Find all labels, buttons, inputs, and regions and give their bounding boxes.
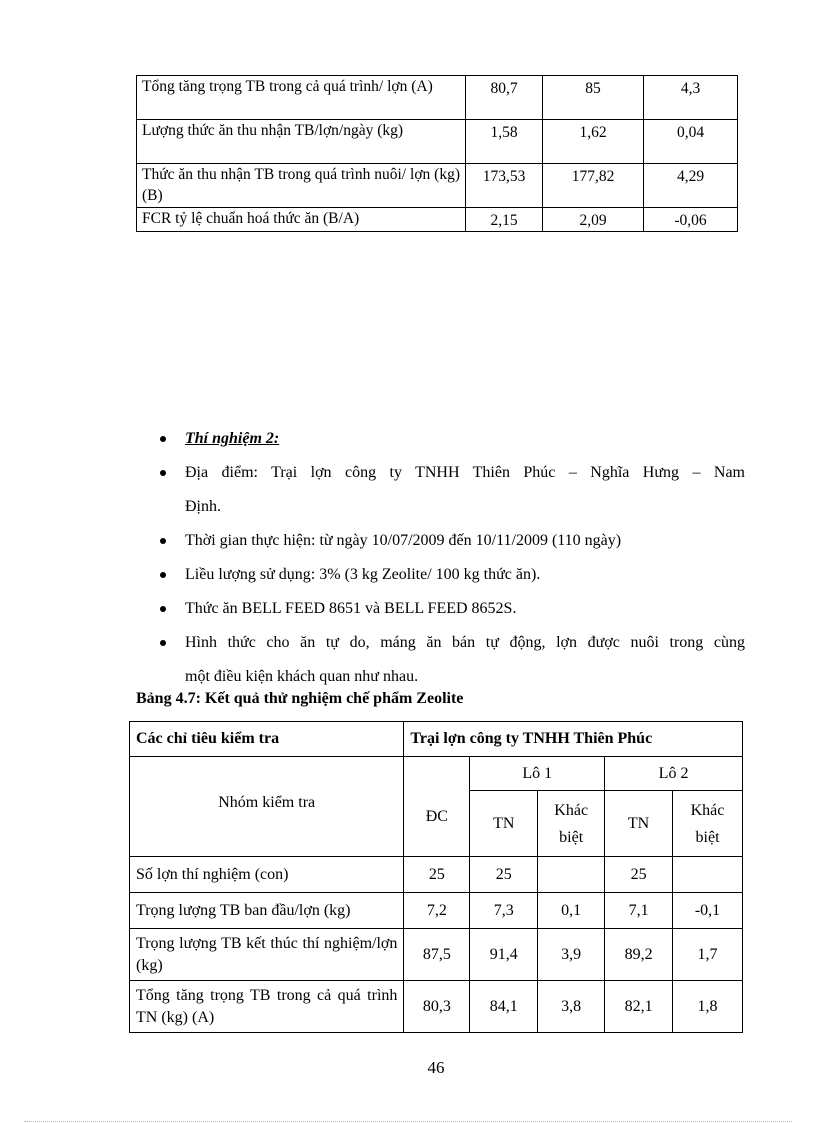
- cell-value: 7,3: [470, 893, 538, 929]
- list-item-text: Thức ăn BELL FEED 8651 và BELL FEED 8652S.: [185, 600, 517, 617]
- experiment-details-list: [160, 422, 745, 694]
- row-label: FCR tỷ lệ chuẩn hoá thức ăn (B/A): [137, 208, 466, 232]
- row-label: Tổng tăng trọng TB trong cả quá trình TN (kg) (A): [130, 981, 404, 1033]
- bullet-icon: [160, 538, 166, 544]
- cell-value: 80,7: [466, 76, 543, 120]
- list-item: [160, 524, 745, 558]
- cell-value: 85: [543, 76, 644, 120]
- cell-value: -0,1: [673, 893, 743, 929]
- table-row: [137, 120, 738, 164]
- list-item-text: một điều kiện khách quan như nhau.: [185, 668, 419, 685]
- cell-value: 0,1: [538, 893, 605, 929]
- results-table-continued: [136, 75, 738, 232]
- cell-value: 1,58: [466, 120, 543, 164]
- header-difference: [538, 791, 605, 857]
- cell-value: 1,62: [543, 120, 644, 164]
- cell-value: 3,9: [538, 929, 605, 981]
- list-item-text: Định.: [185, 498, 221, 515]
- row-label: Lượng thức ăn thu nhận TB/lợn/ngày (kg): [137, 120, 466, 164]
- header-difference: [673, 791, 743, 857]
- header-lot-1: Lô 1: [470, 757, 605, 791]
- table-row: [130, 929, 743, 981]
- cell-value: 25: [404, 857, 470, 893]
- page-number: 46: [427, 1058, 445, 1077]
- row-label: Trọng lượng TB kết thúc thí nghiệm/lợn (kg): [130, 929, 404, 981]
- row-label: Thức ăn thu nhận TB trong quá trình nuôi/ lợn (kg) (B): [137, 164, 466, 208]
- table-row: [137, 76, 738, 120]
- list-item-text: Liều lượng sử dụng: 3% (3 kg Zeolite/ 100 kg thức ăn).: [185, 566, 541, 583]
- header-lot-2: Lô 2: [605, 757, 743, 791]
- header-tn: TN: [605, 791, 673, 857]
- table-row: [130, 981, 743, 1033]
- list-item: [160, 422, 745, 456]
- bullet-icon: [160, 470, 166, 476]
- list-item-text: Hình thức cho ăn tự do, máng ăn bán tự động, lợn được nuôi trong cùng: [185, 634, 745, 651]
- header-criteria: Các chỉ tiêu kiểm tra: [130, 722, 404, 757]
- list-item-text: Thời gian thực hiện: từ ngày 10/07/2009 đến 10/11/2009 (110 ngày): [185, 532, 622, 549]
- row-label: Tổng tăng trọng TB trong cả quá trình/ lợn (A): [137, 76, 466, 120]
- row-label: Trọng lượng TB ban đầu/lợn (kg): [130, 893, 404, 929]
- list-item-text: Địa điểm: Trại lợn công ty TNHH Thiên Phúc – Nghĩa Hưng – Nam: [185, 464, 745, 481]
- cell-value: 173,53: [466, 164, 543, 208]
- list-item: [160, 558, 745, 592]
- bullet-icon: [160, 436, 166, 442]
- bullet-icon: [160, 640, 166, 646]
- list-item: [160, 456, 745, 524]
- header-farm: Trại lợn công ty TNHH Thiên Phúc: [404, 722, 743, 757]
- header-difference-line: biệt: [695, 828, 720, 846]
- row-label: Số lợn thí nghiệm (con): [130, 857, 404, 893]
- cell-value: -0,06: [644, 208, 738, 232]
- cell-value: 2,15: [466, 208, 543, 232]
- header-difference-line: Khác: [690, 801, 725, 819]
- list-item: [160, 626, 745, 694]
- cell-value: 89,2: [605, 929, 673, 981]
- table-row: [130, 893, 743, 929]
- cell-value: 2,09: [543, 208, 644, 232]
- table-header-row: [130, 722, 743, 757]
- cell-value: [673, 857, 743, 893]
- cell-value: 7,1: [605, 893, 673, 929]
- list-item: [160, 592, 745, 626]
- cell-value: 91,4: [470, 929, 538, 981]
- table-row: [130, 857, 743, 893]
- page-bottom-divider: [24, 1121, 792, 1122]
- bullet-icon: [160, 606, 166, 612]
- cell-value: 4,3: [644, 76, 738, 120]
- table-header-row: [130, 757, 743, 791]
- cell-value: 1,7: [673, 929, 743, 981]
- table-caption: Bảng 4.7: Kết quả thử nghiệm chế phẩm Zeolite: [136, 690, 464, 707]
- bullet-icon: [160, 572, 166, 578]
- cell-value: 0,04: [644, 120, 738, 164]
- cell-value: 1,8: [673, 981, 743, 1033]
- cell-value: 3,8: [538, 981, 605, 1033]
- header-dc: ĐC: [404, 757, 470, 857]
- header-difference-line: Khác: [554, 801, 589, 819]
- cell-value: 4,29: [644, 164, 738, 208]
- table-row: [137, 164, 738, 208]
- header-difference-line: biệt: [559, 828, 584, 846]
- header-group: Nhóm kiểm tra: [130, 757, 404, 857]
- experiment-title: Thí nghiệm 2:: [185, 430, 280, 447]
- cell-value: 87,5: [404, 929, 470, 981]
- cell-value: 82,1: [605, 981, 673, 1033]
- cell-value: 80,3: [404, 981, 470, 1033]
- table-row: [137, 208, 738, 232]
- cell-value: 25: [470, 857, 538, 893]
- zeolite-results-table: [129, 721, 743, 1033]
- cell-value: 84,1: [470, 981, 538, 1033]
- header-tn: TN: [470, 791, 538, 857]
- cell-value: 25: [605, 857, 673, 893]
- cell-value: 177,82: [543, 164, 644, 208]
- cell-value: 7,2: [404, 893, 470, 929]
- cell-value: [538, 857, 605, 893]
